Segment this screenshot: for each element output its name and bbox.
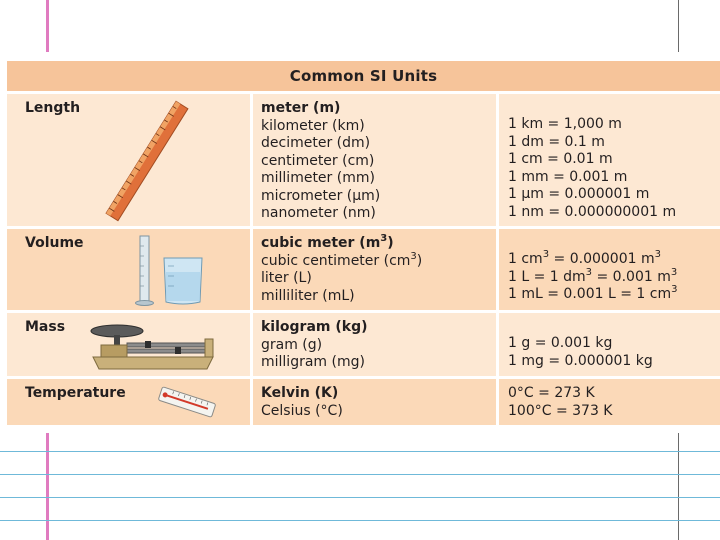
unit-name: kilogram (kg) [261, 319, 368, 335]
unit-equivalent: 1 dm = 0.1 m [508, 133, 605, 150]
notebook-rule-line [0, 451, 720, 452]
quantity-cell-length [7, 94, 250, 226]
quantity-name: Length [25, 100, 81, 116]
triple-beam-balance-icon [87, 317, 219, 373]
unit-name: liter (L) [261, 270, 312, 286]
unit-name: milligram (mg) [261, 354, 365, 370]
quantity-cell-temperature [7, 379, 250, 425]
equivalents-cell-length [499, 94, 720, 226]
unit-name: cubic meter $(m^3)$ [261, 233, 394, 251]
notebook-right-line-bottom [678, 433, 679, 540]
unit-equivalent: 1 km = 1,000 m [508, 116, 622, 132]
unit-name: cubic centimeter $(cm^3)$ [261, 250, 423, 269]
equivalents-cell-temperature [499, 379, 720, 425]
unit-equivalent: 1 $cm^3 = 0.000001$ $m^3$ [508, 249, 661, 267]
unit-equivalent: 0°C = 273 K [508, 385, 595, 401]
notebook-margin-line-top [46, 0, 49, 52]
notebook-margin-line-bottom [46, 433, 49, 540]
units-cell-volume [253, 229, 496, 310]
unit-name: kilometer (km) [261, 117, 365, 134]
unit-name: Celsius (°C) [261, 402, 343, 419]
notebook-rule-line [0, 520, 720, 521]
unit-equivalent: 1 g = 0.001 kg [508, 335, 613, 351]
units-cell-length [253, 94, 496, 226]
unit-name: milliliter (mL) [261, 287, 355, 304]
units-cell-temperature [253, 379, 496, 425]
unit-name: millimeter (mm) [261, 170, 375, 186]
unit-equivalent: 1 L = 1 $dm^3 = 0.001$ $m^3$ [508, 266, 678, 285]
notebook-rule-line [0, 497, 720, 498]
unit-equivalent: 1 mL = 0.001 L = 1 $cm^3$ [508, 284, 678, 302]
unit-equivalent: 1 mm = 0.001 m [508, 168, 628, 185]
quantity-cell-mass [7, 313, 250, 376]
unit-equivalent: 100°C = 373 K [508, 402, 613, 419]
unit-equivalent: 1 mg = 0.000001 kg [508, 352, 653, 369]
table-title: Common SI Units [289, 67, 438, 85]
unit-name: gram (g) [261, 336, 323, 353]
si-units-table [7, 61, 720, 425]
thermometer-icon [155, 383, 219, 421]
graduated-cylinder-and-beaker-icon [132, 232, 212, 308]
equivalents-cell-volume [499, 229, 720, 310]
quantity-name: Volume [25, 235, 84, 251]
unit-name: meter (m) [261, 100, 341, 116]
unit-equivalent: 1 nm = 0.000000001 m [508, 203, 677, 220]
unit-equivalent: 1 µm = 0.000001 m [508, 186, 650, 202]
notebook-right-line-top [678, 0, 679, 52]
ruler-icon [92, 99, 202, 223]
equivalents-cell-mass [499, 313, 720, 376]
unit-name: nanometer (nm) [261, 205, 376, 221]
unit-name: micrometer (µm) [261, 187, 381, 204]
units-cell-mass [253, 313, 496, 376]
quantity-name: Temperature [25, 385, 126, 401]
unit-equivalent: 1 cm = 0.01 m [508, 151, 613, 167]
unit-name: decimeter (dm) [261, 135, 371, 151]
unit-name: Kelvin (K) [261, 385, 339, 401]
notebook-rule-line [0, 474, 720, 475]
unit-name: centimeter (cm) [261, 152, 375, 169]
table-title-bar [7, 61, 720, 91]
quantity-cell-volume [7, 229, 250, 310]
quantity-name: Mass [25, 319, 66, 335]
